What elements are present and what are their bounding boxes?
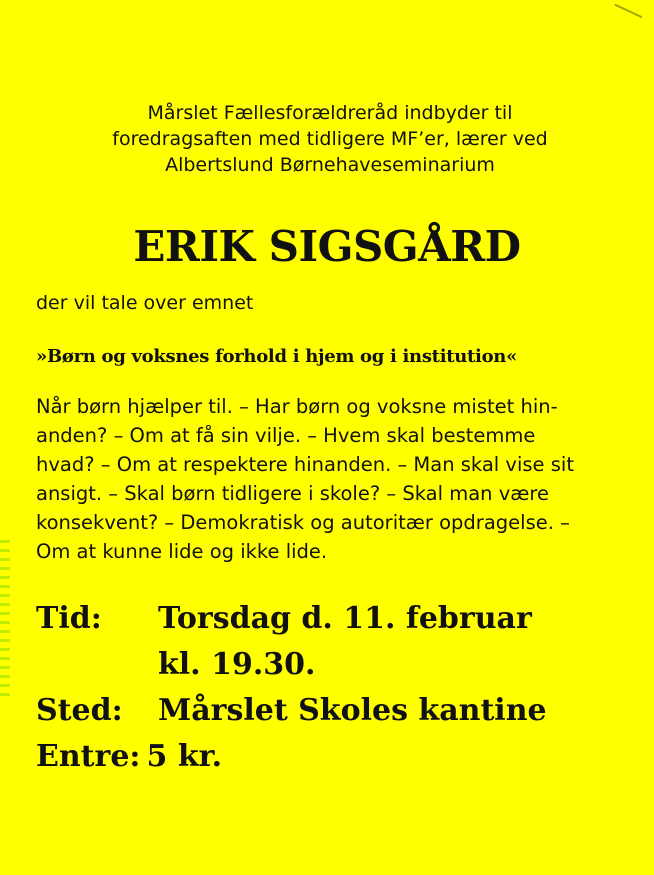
intro-line: Albertslund Børnehaveseminarium bbox=[165, 154, 495, 176]
place-value: Mårslet Skoles kantine bbox=[158, 693, 547, 728]
description-line: Når børn hjælper til. – Har børn og voksne mistet hin- bbox=[36, 395, 558, 418]
description-line: hvad? – Om at respektere hinanden. – Man skal vise sit bbox=[36, 453, 574, 476]
time-label: Tid: bbox=[36, 601, 102, 636]
entry-row bbox=[36, 734, 547, 780]
time-row bbox=[36, 596, 547, 642]
invitation-intro bbox=[60, 100, 600, 178]
talk-description bbox=[36, 392, 626, 566]
paper-corner-mark bbox=[614, 0, 650, 18]
description-line: ansigt. – Skal børn tidligere i skole? – Skal man være bbox=[36, 482, 550, 505]
time-value: Torsdag d. 11. februar bbox=[158, 601, 532, 636]
speaker-name: ERIK SIGSGÅRD bbox=[133, 222, 521, 271]
time-value-hour: kl. 19.30. bbox=[158, 647, 316, 682]
talk-topic: »Børn og voksnes forhold i hjem og i institution« bbox=[36, 346, 518, 367]
description-line: anden? – Om at få sin vilje. – Hvem skal bestemme bbox=[36, 424, 536, 447]
description-line: konsekvent? – Demokratisk og autoritær opdragelse. – bbox=[36, 511, 570, 534]
subject-lead: der vil tale over emnet bbox=[36, 292, 254, 314]
intro-line: Mårslet Fællesforældreråd indbyder til bbox=[147, 102, 513, 124]
place-row bbox=[36, 688, 547, 734]
time-row-continued bbox=[36, 642, 547, 688]
place-label: Sted: bbox=[36, 693, 123, 728]
paper-edge-mark bbox=[0, 540, 10, 700]
intro-line: foredragsaften med tidligere MF’er, lærer ved bbox=[112, 128, 548, 150]
event-details bbox=[36, 596, 547, 780]
entry-label: Entre: bbox=[36, 739, 141, 774]
description-line: Om at kunne lide og ikke lide. bbox=[36, 540, 328, 563]
entry-value: 5 kr. bbox=[146, 739, 223, 774]
